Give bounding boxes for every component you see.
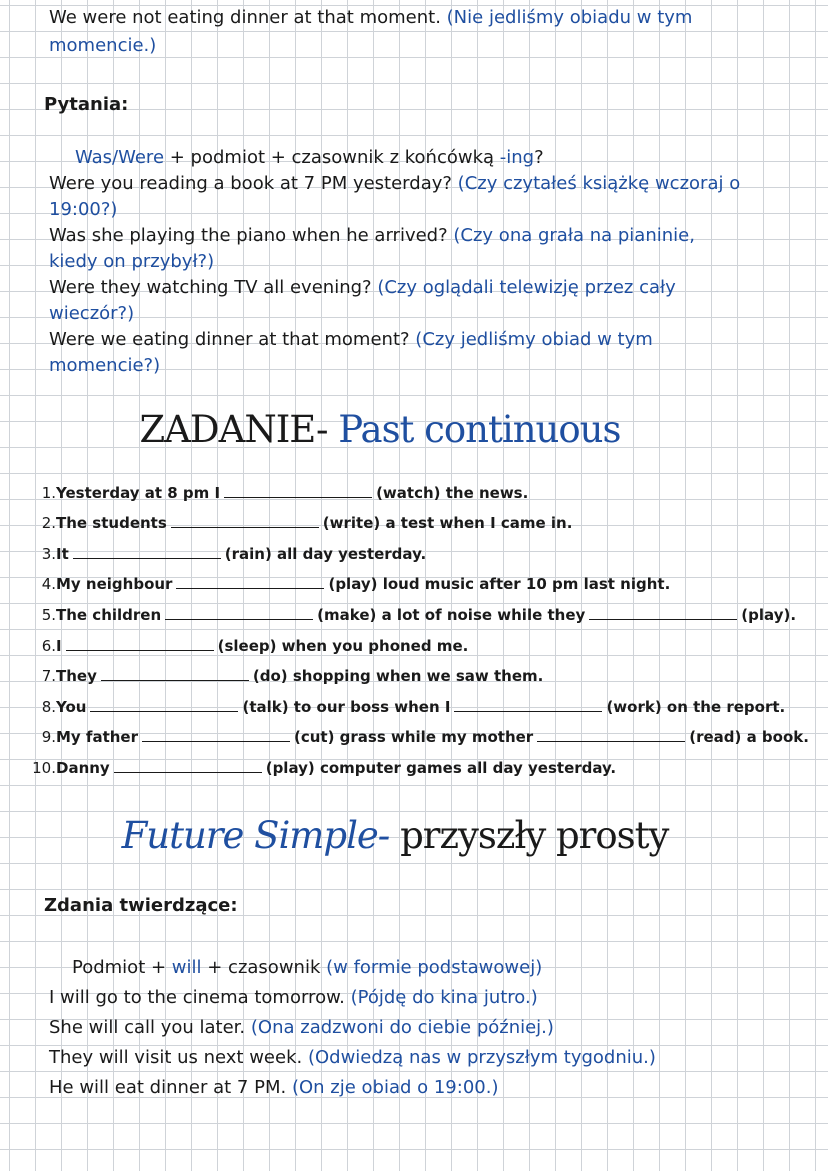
exercise-text: (rain) all day yesterday. (224, 545, 427, 563)
formula-note: (w formie podstawowej) (326, 957, 543, 978)
polish-translation: (On zje obiad o 19:00.) (291, 1077, 499, 1098)
formula-verb: + czasownik (201, 957, 327, 978)
exercise-item (30, 539, 820, 569)
future-title-translation: przyszły prosty (389, 814, 669, 857)
exercise-number: 4. (41, 575, 56, 593)
task-title (0, 402, 760, 458)
formula-subject: Podmiot + (72, 957, 172, 978)
answer-blank[interactable] (73, 541, 221, 559)
english-text: Was she playing the piano when he arrived? (49, 225, 448, 246)
answer-blank[interactable] (90, 694, 238, 712)
exercise-text: (watch) the news. (376, 484, 529, 502)
question-line (49, 249, 214, 275)
exercise-item (30, 569, 820, 599)
english-text: She will call you later. (49, 1017, 246, 1038)
exercise-text: You (56, 698, 87, 716)
question-line (49, 171, 740, 197)
exercise-item (30, 722, 820, 752)
question-line (49, 301, 134, 327)
exercise-number: 7. (41, 667, 56, 685)
exercise-text: (do) shopping when we saw them. (252, 667, 544, 685)
polish-translation: 19:00?) (49, 199, 118, 220)
english-text: He will eat dinner at 7 PM. (49, 1077, 287, 1098)
polish-translation: (Ona zadzwoni do ciebie później.) (250, 1017, 554, 1038)
exercise-item (30, 478, 820, 508)
polish-translation: momencie.) (49, 35, 157, 56)
exercise-text: (make) a lot of noise while they (317, 606, 586, 624)
task-title-label: ZADANIE- (139, 408, 328, 451)
answer-blank[interactable] (165, 602, 313, 620)
exercise-text: They (56, 667, 97, 685)
exercise-item (30, 508, 820, 538)
exercise-text: (read) a book. (689, 728, 809, 746)
english-text: Were we eating dinner at that moment? (49, 329, 410, 350)
formula-aux: Was/Were (75, 147, 165, 168)
exercise-number: 3. (41, 545, 56, 563)
exercise-number: 10. (32, 759, 56, 777)
exercise-number: 2. (41, 514, 56, 532)
question-line (49, 223, 695, 249)
formula-end: ? (534, 147, 544, 168)
future-formula (72, 955, 542, 981)
polish-translation: (Odwiedzą nas w przyszłym tygodniu.) (307, 1047, 656, 1068)
polish-translation: (Czy czytałeś książkę wczoraj o (457, 173, 741, 194)
question-line (49, 275, 676, 301)
answer-blank[interactable] (66, 633, 214, 651)
exercise-text: (play). (741, 606, 797, 624)
exercise-text: (talk) to our boss when I (242, 698, 451, 716)
exercise-text: Yesterday at 8 pm I (56, 484, 221, 502)
exercise-item (30, 631, 820, 661)
polish-translation: momencie?) (49, 355, 161, 376)
questions-formula (75, 145, 544, 171)
english-text: They will visit us next week. (49, 1047, 303, 1068)
exercise-item (30, 692, 820, 722)
exercise-text: The children (56, 606, 162, 624)
future-sentence (49, 985, 538, 1011)
answer-blank[interactable] (589, 602, 737, 620)
exercise-item (30, 600, 820, 630)
exercise-item (30, 661, 820, 691)
future-sentence (49, 1045, 656, 1071)
question-line (49, 327, 653, 353)
future-sentence (49, 1015, 554, 1041)
exercise-text: (write) a test when I came in. (322, 514, 573, 532)
formula-will: will (171, 957, 202, 978)
exercise-number: 5. (41, 606, 56, 624)
exercise-item (30, 753, 820, 783)
future-sentence (49, 1075, 498, 1101)
exercise-text: It (56, 545, 69, 563)
exercise-text: (work) on the report. (606, 698, 786, 716)
answer-blank[interactable] (537, 724, 685, 742)
formula-middle: + podmiot + czasownik z końcówką (164, 147, 500, 168)
polish-translation: (Pójdę do kina jutro.) (350, 987, 538, 1008)
exercise-text: (cut) grass while my mother (294, 728, 534, 746)
future-title-topic: Future Simple- (121, 814, 390, 857)
questions-heading: Pytania: (44, 94, 129, 115)
exercise-text: (sleep) when you phoned me. (217, 637, 469, 655)
example-sentence (49, 5, 692, 31)
exercise-text: The students (56, 514, 167, 532)
answer-blank[interactable] (142, 724, 290, 742)
answer-blank[interactable] (454, 694, 602, 712)
exercise-number: 1. (41, 484, 56, 502)
exercise-text: (play) computer games all day yesterday. (265, 759, 617, 777)
polish-translation: (Czy jedliśmy obiad w tym (415, 329, 653, 350)
example-sentence-cont (49, 33, 156, 59)
question-line (49, 197, 117, 223)
exercise-text: Danny (56, 759, 110, 777)
english-text: Were they watching TV all evening? (49, 277, 372, 298)
exercise-text: My neighbour (56, 575, 173, 593)
exercise-number: 6. (41, 637, 56, 655)
exercise-text: (play) loud music after 10 pm last night. (328, 575, 671, 593)
english-text: We were not eating dinner at that moment. (49, 7, 441, 28)
affirmative-heading: Zdania twierdzące: (44, 895, 238, 916)
polish-translation: (Czy ona grała na pianinie, (453, 225, 695, 246)
english-text: Were you reading a book at 7 PM yesterday? (49, 173, 452, 194)
exercise-text: My father (56, 728, 138, 746)
polish-translation: wieczór?) (49, 303, 135, 324)
formula-ing: -ing (499, 147, 535, 168)
answer-blank[interactable] (224, 480, 372, 498)
answer-blank[interactable] (176, 571, 324, 589)
exercise-number: 9. (41, 728, 56, 746)
answer-blank[interactable] (114, 755, 262, 773)
question-line (49, 353, 160, 379)
polish-translation: (Czy oglądali telewizję przez cały (377, 277, 676, 298)
task-title-topic: Past continuous (327, 408, 621, 451)
english-text: I will go to the cinema tomorrow. (49, 987, 345, 1008)
exercise-text: I (56, 637, 62, 655)
exercise-number: 8. (41, 698, 56, 716)
future-title (0, 808, 790, 864)
answer-blank[interactable] (171, 510, 319, 528)
answer-blank[interactable] (101, 663, 249, 681)
polish-translation: kiedy on przybył?) (49, 251, 215, 272)
polish-translation: (Nie jedliśmy obiadu w tym (446, 7, 693, 28)
